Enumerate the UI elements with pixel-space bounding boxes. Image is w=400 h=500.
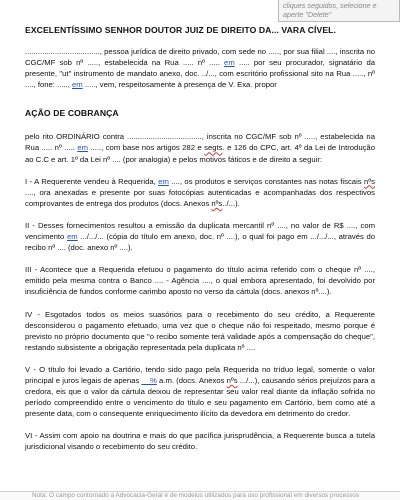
p1-text-2: ...., os produtos e serviços constantes nas notas fiscais	[168, 176, 365, 186]
intro-text-1: ..................................., pessoa jurídica de direito privado, com sede no ....., por sua filial ...., inscrita no CGC/MF sob nº ....., estabelecida na Rua ..... nº .....	[25, 47, 375, 68]
paragraph-i	[25, 176, 375, 209]
p1-text-1: I - A Requerente vendeu à Requerida,	[25, 176, 159, 186]
intro-paragraph	[25, 46, 375, 90]
rito-text-1: pelo rito ORDINÁRIO contra ..................................., inscrita no CGC/MF sob nº ....., estabelecida na Rua ..... nº .....	[25, 132, 375, 153]
p2-text-1: II - Desses fornecimentos resultou a emissão da duplicata mercantil nº ...., no valor de R$ ...., com vencimento	[25, 220, 375, 242]
p1-spell-ns-2: nºs	[211, 198, 223, 208]
paragraph-vi: VI - Assim com apoio na doutrina e mais do que pacífica jurisprudência, a Requerente busca a tutela jurisdicional visando o recebimento do seu crédito.	[25, 431, 375, 452]
rito-text-3: . e 126 do CPC, art. 4º da Lei de Introdução ao C.C e art. 1º da Lei nº .... (por analogia) e pelos motivos fáticos e de direito a seguir:	[25, 143, 375, 164]
document-title: EXCELENTÍSSIMO SENHOR DOUTOR JUIZ DE DIREITO DA... VARA CÍVEL.	[25, 25, 336, 35]
paragraph-v	[25, 364, 375, 419]
rito-paragraph	[25, 131, 375, 164]
p1-em-link[interactable]: em	[158, 176, 169, 186]
intro-text-3: ....., vem, respeitosamente à presença de V. Exa. propor	[82, 80, 277, 90]
rito-em-link[interactable]: em	[77, 143, 89, 153]
intro-em-link-1[interactable]: em	[224, 58, 235, 68]
paragraph-iv: IV - Esgotados todos os meios suasórios para o recebimento do seu crédito, a Requerente desconsiderou o pagamento efetuado, uma vez que o cheque não foi respeitado, mesmo porque é previsto no próprio documento que "o recibo somente terá validade após a compensação do cheque", restando subsistente a obrigação representada pela duplicata nº ....	[25, 309, 375, 352]
p1-spell-ns: nºs	[364, 176, 375, 186]
intro-text-2: ..... por seu procurador, signatário da presente, "ut" instrumento de mandato anexo, doc. ../..., com escritório profissional sito na Rua ....., nº ...., fone: .....,	[25, 58, 375, 90]
rito-spell-segts: segts	[204, 143, 223, 153]
p1-text-4: ../...).	[222, 198, 240, 208]
p5-text-1: V - O título foi levado a Cartório, tendo sido pago pela Requerida no tríduo legal, somente o valor principal e juros legais de apenas	[25, 364, 375, 385]
p2-text-2: .../.../... (cópia do título em anexo, doc. nº ....), o qual foi pago em .../.../..., através do recibo nº .... (doc. anexo nº ....).	[25, 232, 376, 253]
footer-note	[0, 491, 400, 500]
rito-text-2: ....., com base nos artigos 282 e	[88, 143, 205, 153]
document-body[interactable]	[25, 25, 375, 453]
footer-note-text: Nota: O campo contornado a Advocacia-Geral é de modelos utilizados para uso profissional em diversos processos	[32, 492, 360, 499]
p5-text-3: .../...), causando sérios prejuízos para a credora, eis que o valor da cártula deixou de representar seu valor real diante da inflação sofrida no período compreendido entre o vencimento do título e seu pagamento em Cartório, bem como até a presente data, com o consequente enriquecimento ilícito da devedora em detrimento do credor.	[25, 375, 375, 419]
action-title: AÇÃO DE COBRANÇA	[25, 108, 119, 119]
p2-em-link[interactable]: em	[66, 232, 78, 242]
p5-text-2: a.m. (docs. Anexos	[156, 375, 227, 385]
paragraph-ii	[25, 220, 375, 253]
p1-text-3: ...., ora anexadas e presente por suas fotocópias autenticadas e acompanhadas dos respectivos comprovantes de entrega dos produtos (docs. Anexos	[25, 187, 375, 208]
p5-spell-ns: nºs	[226, 375, 238, 385]
instruction-hint	[278, 0, 400, 22]
p5-percent-field[interactable]: __%	[141, 375, 157, 385]
paragraph-iii: III - Acontece que a Requerida efetuou o pagamento do título acima referido com o cheque nº ...., emitido pela mesma contra o Banco .... - Agência ...., o qual embora apresentado, foi devolvido por insuficiência de fundos conforme carimbo aposto no verso da cártula (docs. anexos nº....).	[25, 265, 375, 297]
instruction-hint-text: cliques seguidos, selecione e aperte "Delete"	[283, 1, 377, 19]
intro-em-link-2[interactable]: em	[72, 80, 83, 90]
